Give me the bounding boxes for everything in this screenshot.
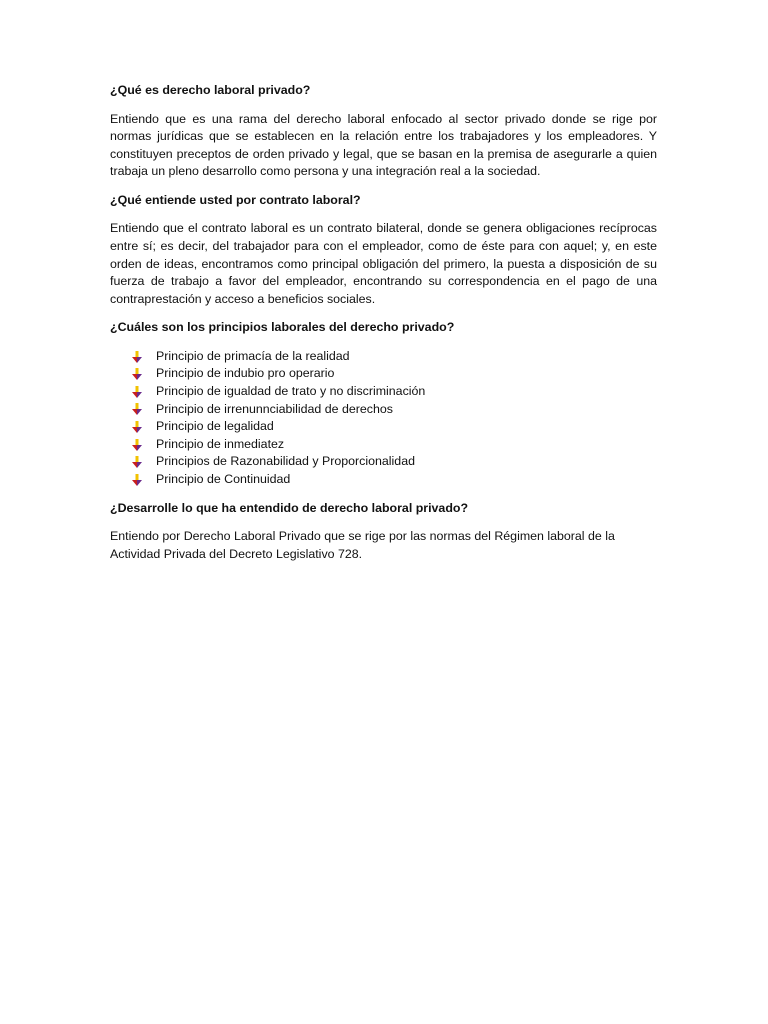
list-item <box>130 348 657 366</box>
list-item <box>130 453 657 471</box>
list-item <box>130 401 657 419</box>
arrow-bullet-icon <box>130 420 144 434</box>
list-item-label: Principio de Continuidad <box>156 472 291 486</box>
list-item <box>130 471 657 489</box>
list-item-label: Principio de irrenunnciabilidad de derechos <box>156 401 393 416</box>
question-heading-1: ¿Qué es derecho laboral privado? <box>110 83 311 97</box>
list-item <box>130 383 657 401</box>
list-item-label: Principio de legalidad <box>156 419 274 434</box>
list-item <box>130 365 657 383</box>
question-heading-3: ¿Cuáles son los principios laborales del derecho privado? <box>110 320 455 335</box>
list-item-label: Principio de igualdad de trato y no discriminación <box>156 384 426 399</box>
list-item-label: Principio de primacía de la realidad <box>156 348 350 363</box>
answer-paragraph-2: Entiendo que el contrato laboral es un contrato bilateral, donde se genera obligaciones recíprocas entre sí; es decir, del trabajador para con el empleador, como de éste para con aquel; y, en este orden de ideas, encontramos como principal obligación del primero, la puesta a disposición de su fuerza de trabajo a favor del empleador, encontrando su correspondencia en el pago de una contraprestación y acceso a beneficios sociales. <box>110 221 657 306</box>
arrow-bullet-icon <box>130 473 144 487</box>
arrow-bullet-icon <box>130 385 144 399</box>
arrow-bullet-icon <box>130 402 144 416</box>
list-item-label: Principio de inmediatez <box>156 436 285 451</box>
arrow-bullet-icon <box>130 367 144 381</box>
arrow-bullet-icon <box>130 350 144 364</box>
answer-paragraph-1: Entiendo que es una rama del derecho laboral enfocado al sector privado donde se rige por normas jurídicas que se establecen en la relación entre los trabajadores y los empleadores. Y constituyen preceptos de orden privado y legal, que se basan en la premisa de asegurarle a quien trabaja un pleno desarrollo como persona y una integración real a la sociedad. <box>110 111 657 179</box>
principles-list <box>110 348 657 489</box>
question-heading-2: ¿Qué entiende usted por contrato laboral? <box>110 192 361 207</box>
list-item <box>130 418 657 436</box>
answer-paragraph-4: Entiendo por Derecho Laboral Privado que se rige por las normas del Régimen laboral de la Actividad Privada del Decreto Legislativo 728. <box>110 529 615 561</box>
arrow-bullet-icon <box>130 438 144 452</box>
question-heading-4: ¿Desarrolle lo que ha entendido de derecho laboral privado? <box>110 500 469 515</box>
list-item-label: Principios de Razonabilidad y Proporcionalidad <box>156 454 415 469</box>
list-item-label: Principio de indubio pro operario <box>156 366 335 381</box>
document-page <box>110 82 657 574</box>
list-item <box>130 436 657 454</box>
arrow-bullet-icon <box>130 455 144 469</box>
